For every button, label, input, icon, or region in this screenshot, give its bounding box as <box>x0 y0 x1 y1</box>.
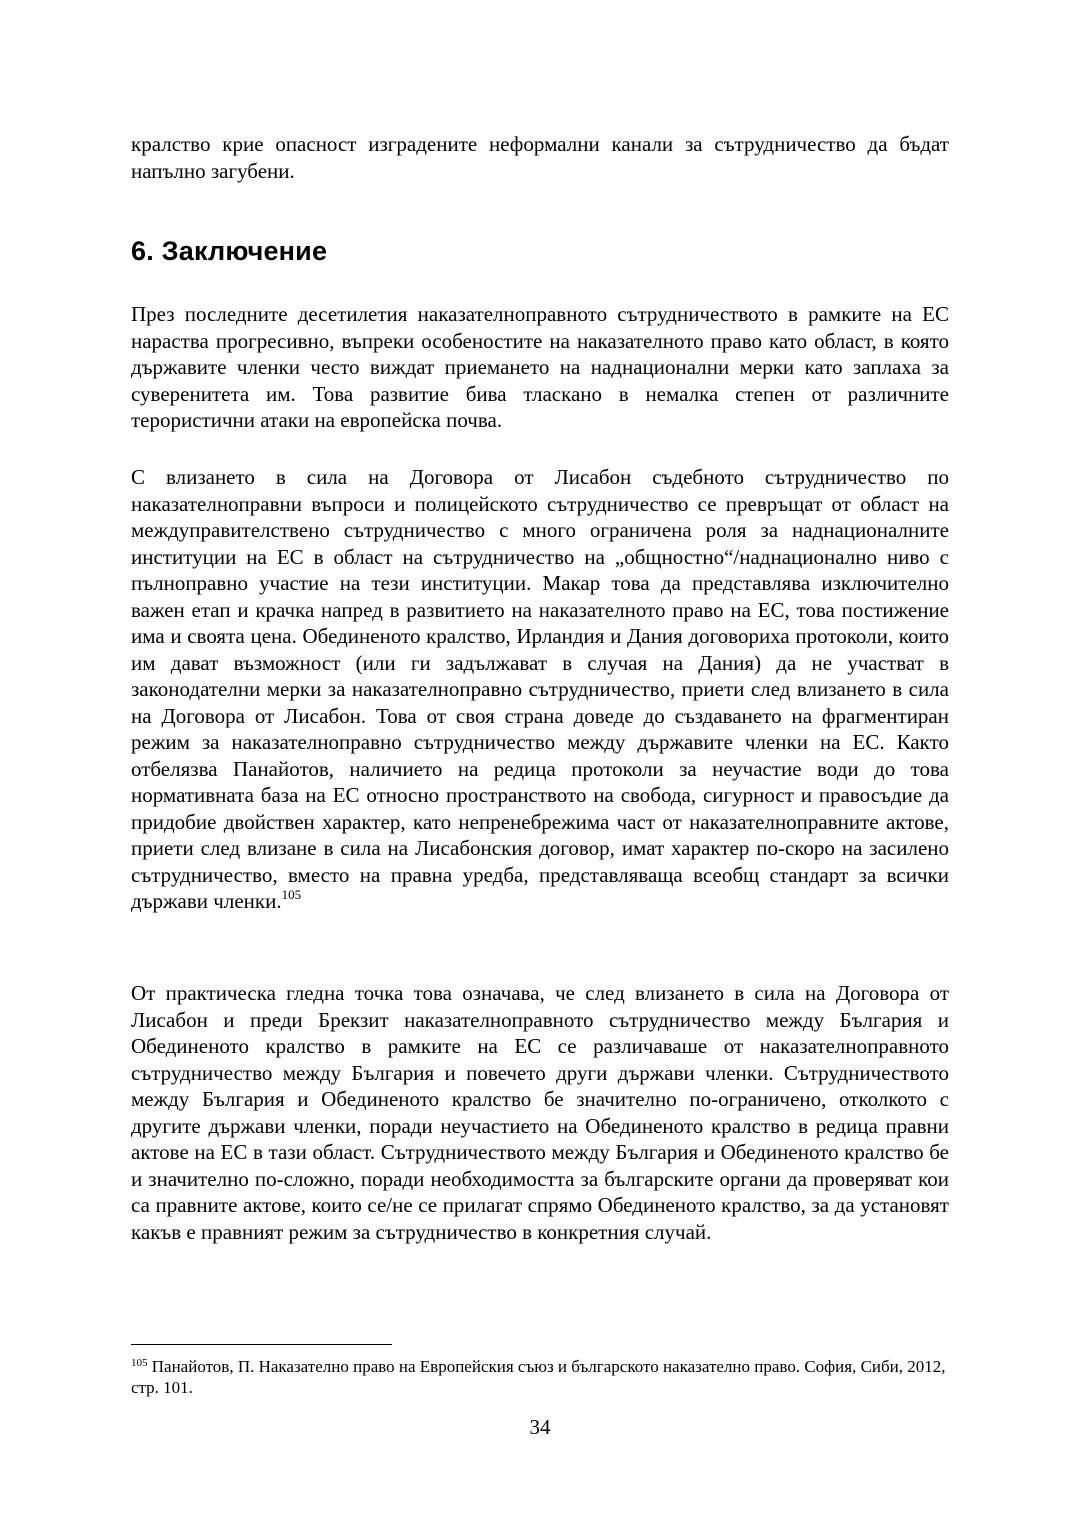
footnote-number: 105 <box>131 1357 148 1369</box>
document-page <box>131 0 949 1527</box>
footnote-separator <box>131 1344 392 1345</box>
body-paragraph-1: През последните десетилетия наказателноправното сътрудничеството в рамките на ЕС нараства прогресивно, въпреки особеностите на наказателното право като област, в която държавите членки често виждат приемането на наднационални мерки като заплаха за суверенитета им. Това развитие бива тласкано в немалка степен от различните терористични атаки на европейска почва. <box>131 302 949 432</box>
body-paragraph-2-text: С влизането в сила на Договора от Лисабон съдебното сътрудничество по наказателноправни въпроси и полицейското сътрудничество се превръщат от област на междуправителствено сътрудничество с много ограничена роля за наднационалните институции на ЕС в област на сътрудничество на „общностно“/наднационално ниво с пълноправно участие на тези институции. Макар това да представлява изключително важен етап и крачка напред в развитието на наказателното право на ЕС, това постижение има и своята цена. Обединеното кралство, Ирландия и Дания договориха протоколи, които им дават възможност (или ги задължават в случая на Дания) да не участват в законодателни мерки за наказателноправно сътрудничество, приети след влизането в сила на Договора от Лисабон. Това от своя страна доведе до създаването на фрагментиран режим за наказателноправно сътрудничество между държавите членки на ЕС. Както отбелязва Панайотов, наличието на редица протоколи за неучастие води до това нормативната база на ЕС относно пространството на свобода, сигурност и правосъдие да придобие двойствен характер, като непренебрежима част от наказателноправните актове, приети след влизане в сила на Лисабонския договор, имат характер по-скоро на засилено сътрудничество, вместо на правна уредба, представляваща всеобщ стандарт за всички държави членки. <box>131 465 949 913</box>
section-heading: 6. Заключение <box>131 236 328 266</box>
footnote-text: Панайотов, П. Наказателно право на Европейския съюз и българското наказателно право. София, Сиби, 2012, стр. 101. <box>131 1357 946 1397</box>
body-paragraph-2 <box>131 464 949 915</box>
continued-paragraph: кралство крие опасност изградените неформални канали за сътрудничество да бъдат напълно загубени. <box>131 132 949 183</box>
body-paragraph-3: От практическа гледна точка това означава, че след влизането в сила на Договора от Лисабон и преди Брекзит наказателноправното сътрудничество между България и Обединеното кралство в рамките на ЕС се различаваше от наказателноправното сътрудничество между България и повечето други държави членки. Сътрудничеството между България и Обединеното кралство бе значително по-ограничено, отколкото с другите държави членки, поради неучастието на Обединеното кралство в редица правни актове на ЕС в тази област. Сътрудничеството между България и Обединеното кралство бе и значително по-сложно, поради необходимостта за българските органи да проверяват кои са правните актове, които се/не се прилагат спрямо Обединеното кралство, за да установят какъв е правният режим за сътрудничество в конкретния случай. <box>131 981 949 1244</box>
page-number: 34 <box>529 1415 551 1439</box>
footnote <box>131 1356 949 1398</box>
footnote-reference[interactable]: 105 <box>281 887 302 902</box>
